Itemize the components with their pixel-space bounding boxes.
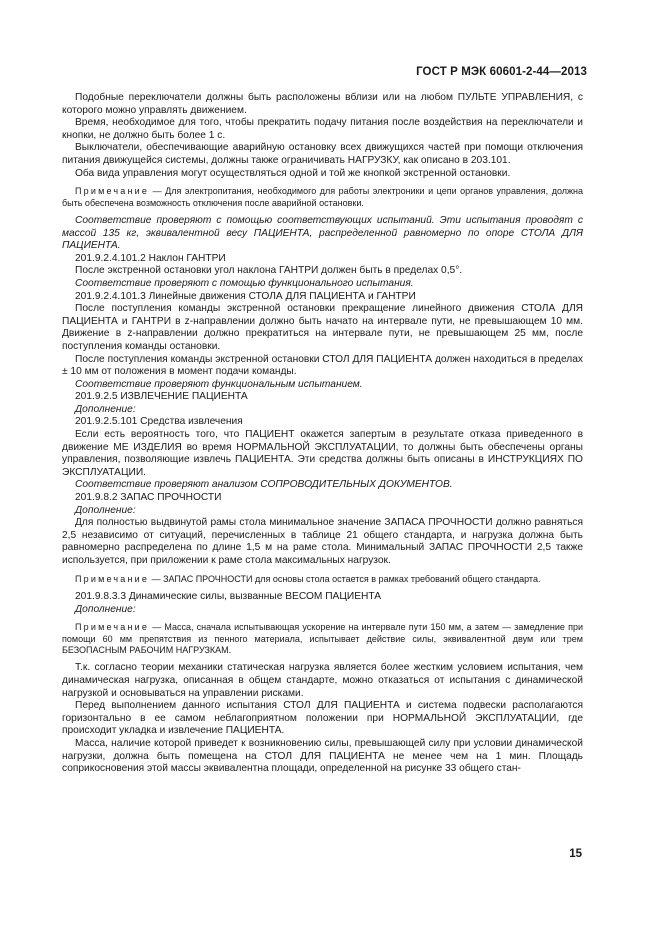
paragraph: Подобные переключатели должны быть расположены вблизи или на любом ПУЛЬТЕ УПРАВЛЕНИЯ, с которого можно управлять движением. bbox=[62, 92, 583, 116]
note-label: Примечание bbox=[75, 186, 150, 197]
body-text bbox=[62, 92, 583, 776]
paragraph: Т.к. согласно теории механики статическая нагрузка является более жестким условием испытания, чем динамическая нагрузка, описанная в общем стандарте, можно отказаться от испытания с динамической нагрузкой и основываться на управлении рисками. bbox=[62, 662, 583, 699]
addition-label: Дополнение: bbox=[75, 603, 136, 615]
paragraph: После поступления команды экстренной остановки СТОЛ ДЛЯ ПАЦИЕНТА должен находиться в пределах ± 10 мм от положения в момент подачи команды. bbox=[62, 353, 583, 378]
note-label: Примечание bbox=[75, 622, 150, 633]
section-heading: 201.9.8.3.3 Динамические силы, вызванные ВЕСОМ ПАЦИЕНТА bbox=[75, 591, 382, 602]
paragraph: Время, необходимое для того, чтобы прекратить подачу питания после воздействия на переключатели и кнопки, не должно быть более 1 с. bbox=[62, 117, 583, 141]
paragraph: После поступления команды экстренной остановки прекращение линейного движения СТОЛА ДЛЯ ПАЦИЕНТА и ГАНТРИ в z-направлении должно быть начато на интервале пути, не превышающем 10 мм. Движение в z-направлении должно прекратиться на интервале пути, не превышающем 25 мм, после поступления команды остановки. bbox=[62, 303, 583, 352]
page-number: 15 bbox=[569, 848, 582, 860]
note-text: — ЗАПАС ПРОЧНОСТИ для основы стола остается в рамках требований общего стандарта. bbox=[149, 573, 541, 584]
note-label: Примечание bbox=[75, 573, 150, 584]
note-text: — Для электропитания, необходимого для работы электроники и цепи органов управления, должна быть обеспечена возможность отключения после аварийной остановки. bbox=[62, 186, 583, 208]
note bbox=[62, 574, 583, 585]
section-heading: 201.9.2.5.101 Средства извлечения bbox=[75, 416, 243, 428]
note bbox=[62, 622, 583, 656]
compliance-text: Соответствие проверяют анализом СОПРОВОДИТЕЛЬНЫХ ДОКУМЕНТОВ. bbox=[75, 479, 453, 491]
compliance-text: Соответствие проверяют с помощью функционального испытания. bbox=[75, 277, 414, 289]
paragraph: Для полностью выдвинутой рамы стола минимальное значение ЗАПАСА ПРОЧНОСТИ должно равняться 2,5 независимо от ситуаций, перечисленных в таблице 21 общего стандарта, и нагрузка должна быть равномерно распределена по длине 1,5 м на раме стола. Минимальный ЗАПАС ПРОЧНОСТИ 2,5 также используется, при приложении к раме стола максимальных нагрузок. bbox=[62, 517, 583, 566]
note bbox=[62, 186, 583, 209]
paragraph: Оба вида управления могут осуществляться одной и той же кнопкой экстренной остановки. bbox=[75, 167, 511, 179]
section-heading: 201.9.2.4.101.2 Наклон ГАНТРИ bbox=[75, 252, 226, 264]
section-heading: 201.9.2.5 ИЗВЛЕЧЕНИЕ ПАЦИЕНТА bbox=[75, 391, 248, 403]
paragraph: После экстренной остановки угол наклона ГАНТРИ должен быть в пределах 0,5°. bbox=[75, 265, 463, 277]
paragraph: Перед выполнением данного испытания СТОЛ ДЛЯ ПАЦИЕНТА и система подвески располагаются горизонтально в ее самом неблагоприятном положении при НОРМАЛЬНОЙ ЭКСПЛУАТАЦИИ, где происходит укладка и извлечение ПАЦИЕНТА. bbox=[62, 700, 583, 737]
note-text: — Масса, сначала испытывающая ускорение на интервале пути 150 мм, а затем — замедление при помощи 60 мм препятствия из пенного материала, испытывает действие силы, эквивалентной двум или трем БЕЗОПАСНЫМ РАБОЧИМ НАГРУЗКАМ. bbox=[62, 622, 583, 655]
paragraph: Если есть вероятность того, что ПАЦИЕНТ окажется запертым в результате отказа приведенного в движение МЕ ИЗДЕЛИЯ во время НОРМАЛЬНОЙ ЭКСПЛУАТАЦИИ, то должны быть обеспечены органы управления, позволяющие извлечь ПАЦИЕНТА. Эти средства должны быть описаны в ИНСТРУКЦИЯХ ПО ЭКСПЛУАТАЦИИ. bbox=[62, 429, 583, 478]
compliance-text: Соответствие проверяют функциональным испытанием. bbox=[75, 378, 363, 390]
addition-label: Дополнение: bbox=[75, 403, 136, 415]
section-heading: 201.9.2.4.101.3 Линейные движения СТОЛА ДЛЯ ПАЦИЕНТА и ГАНТРИ bbox=[75, 290, 416, 302]
paragraph: Масса, наличие которой приведет к возникновению силы, превышающей силу при условии динамической нагрузки, должна быть помещена на СТОЛ ДЛЯ ПАЦИЕНТА не менее чем на 1 мин. Площадь соприкосновения этой массы эквивалентна площади, определенной на рисунке 33 общего стан- bbox=[62, 737, 583, 775]
paragraph: Выключатели, обеспечивающие аварийную остановку всех движущихся частей при помощи отключения питания движущейся системы, должны также ограничивать НАГРУЗКУ, как описано в 203.101. bbox=[62, 142, 583, 166]
standard-header: ГОСТ Р МЭК 60601-2-44—2013 bbox=[416, 66, 587, 78]
compliance-text: Соответствие проверяют с помощью соответствующих испытаний. Эти испытания проводят с массой 135 кг, эквивалентной весу ПАЦИЕНТА, распределенной равномерно по опоре СТОЛА ДЛЯ ПАЦИЕНТА. bbox=[62, 214, 583, 252]
section-heading: 201.9.8.2 ЗАПАС ПРОЧНОСТИ bbox=[75, 492, 222, 504]
addition-label: Дополнение: bbox=[75, 504, 136, 516]
